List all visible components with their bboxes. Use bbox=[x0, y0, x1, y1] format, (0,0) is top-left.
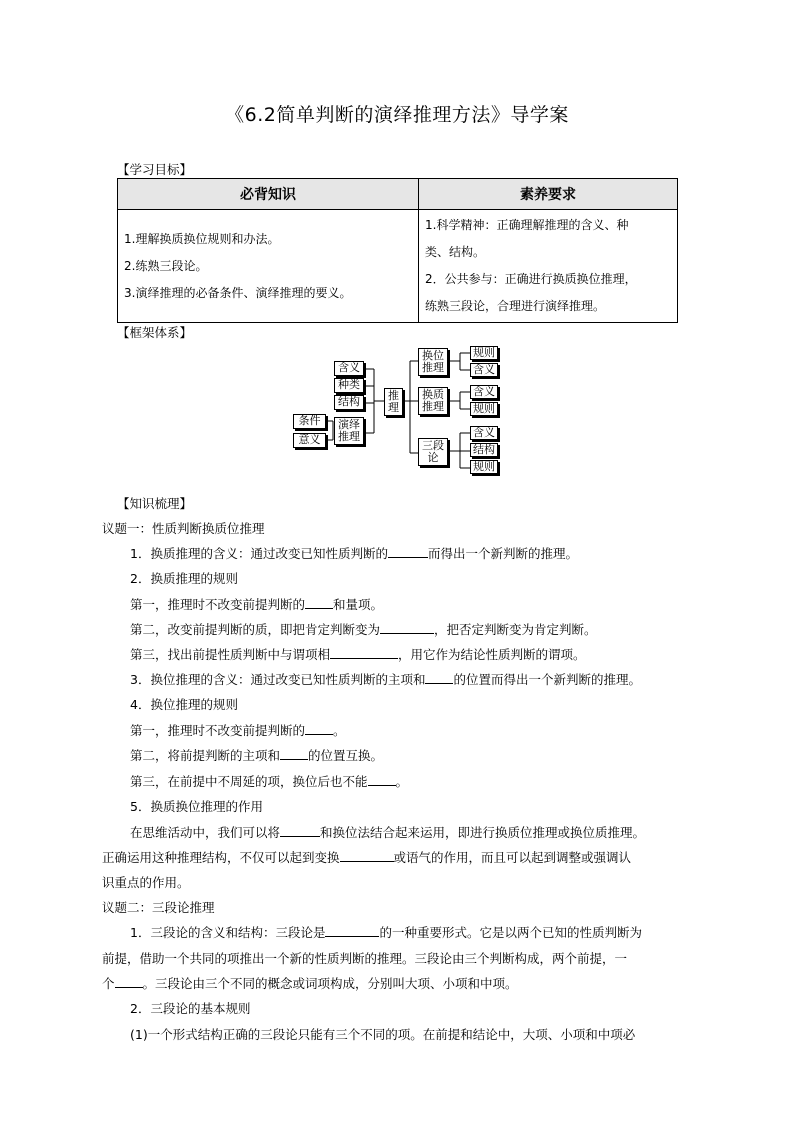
col1-header: 必背知识 bbox=[118, 179, 419, 210]
col2-line: 练熟三段论，合理进行演绎推理。 bbox=[425, 299, 606, 313]
box-obversion: 换质 推理 bbox=[418, 387, 448, 415]
box-deductive-reasoning: 演绎 推理 bbox=[334, 417, 364, 445]
framework-section-label: 【框架体系】 bbox=[117, 325, 193, 340]
fill-blank bbox=[330, 646, 398, 659]
box-conditions: 条件 bbox=[293, 414, 326, 429]
text-line: 2．换质推理的规则 bbox=[130, 571, 238, 586]
col2-header: 素养要求 bbox=[419, 179, 678, 210]
box-conv-rules: 规则 bbox=[470, 346, 498, 360]
text-line: 第三，找出前提性质判断中与谓项相 ，用它作为结论性质判断的谓项。 bbox=[130, 647, 586, 662]
box-reasoning: 推 理 bbox=[384, 388, 403, 416]
text-line: 在思维活动中，我们可以将 和换位法结合起来运用，即进行换质位推理或换位质推理。 bbox=[130, 825, 646, 840]
fill-blank bbox=[368, 773, 396, 786]
fill-blank bbox=[425, 671, 453, 684]
framework-diagram bbox=[290, 345, 510, 480]
text-line: 5．换质换位推理的作用 bbox=[130, 799, 263, 814]
text-line: 1．三段论的含义和结构：三段论是 的一种重要形式。它是以两个已知的性质判断为 bbox=[130, 925, 642, 940]
text-line: 第二，改变前提判断的质，即把肯定判断变为 ，把否定判断变为肯定判断。 bbox=[130, 622, 597, 637]
box-obv-meaning: 含义 bbox=[470, 385, 498, 399]
box-obv-rules: 规则 bbox=[470, 402, 498, 416]
text-line: 个 。三段论由三个不同的概念或词项构成，分别叫大项、小项和中项。 bbox=[102, 976, 518, 991]
box-syllogism: 三段 论 bbox=[418, 438, 448, 466]
box-syl-meaning: 含义 bbox=[470, 426, 498, 440]
text-line: 4．换位推理的规则 bbox=[130, 697, 238, 712]
col1-cell bbox=[118, 210, 419, 323]
col2-line: 类、结构。 bbox=[425, 245, 486, 259]
fill-blank bbox=[115, 975, 143, 988]
col2-line: 1.科学精神：正确理解推理的含义、种 bbox=[425, 218, 629, 232]
fill-blank bbox=[380, 621, 434, 634]
fill-blank bbox=[280, 824, 320, 837]
col2-cell bbox=[419, 210, 678, 323]
knowledge-section-label: 【知识梳理】 bbox=[117, 496, 193, 511]
text-line: 第一，推理时不改变前提判断的 。 bbox=[130, 723, 346, 738]
col1-item: 2.练熟三段论。 bbox=[124, 258, 208, 273]
text-line: 1．换质推理的含义：通过改变已知性质判断的 而得出一个新判断的推理。 bbox=[130, 546, 578, 561]
fill-blank bbox=[340, 849, 394, 862]
box-meaning: 含义 bbox=[334, 361, 364, 376]
fill-blank bbox=[280, 747, 308, 760]
box-conv-meaning: 含义 bbox=[470, 363, 498, 377]
box-significance: 意义 bbox=[293, 433, 326, 448]
box-structure: 结构 bbox=[334, 395, 364, 410]
text-line: 第一，推理时不改变前提判断的 和量项。 bbox=[130, 597, 384, 612]
topic2-heading: 议题二：三段论推理 bbox=[102, 900, 215, 915]
fill-blank bbox=[388, 545, 428, 558]
col2-line: 2．公共参与：正确进行换质换位推理， bbox=[425, 272, 637, 286]
topic1-heading: 议题一：性质判断换质位推理 bbox=[102, 521, 265, 536]
box-syl-structure: 结构 bbox=[470, 443, 498, 457]
text-line: 2．三段论的基本规则 bbox=[130, 1001, 251, 1016]
fill-blank bbox=[305, 596, 333, 609]
col1-item: 3.演绎推理的必备条件、演绎推理的要义。 bbox=[124, 285, 352, 300]
box-syl-rules: 规则 bbox=[470, 460, 498, 474]
fill-blank bbox=[305, 722, 333, 735]
text-line: 第二，将前提判断的主项和 的位置互换。 bbox=[130, 748, 384, 763]
text-line: 识重点的作用。 bbox=[102, 875, 190, 890]
fill-blank bbox=[325, 924, 379, 937]
text-line: 正确运用这种推理结构，不仅可以起到变换 或语气的作用，而且可以起到调整或强调认 bbox=[102, 850, 632, 865]
box-conversion: 换位 推理 bbox=[418, 348, 448, 376]
goals-table bbox=[117, 178, 678, 323]
col1-item: 1.理解换质换位规则和办法。 bbox=[124, 231, 280, 246]
page-title: 《6.2简单判断的演绎推理方法》导学案 bbox=[225, 104, 569, 126]
text-line: 第三，在前提中不周延的项，换位后也不能 。 bbox=[130, 774, 409, 789]
text-line: 3．换位推理的含义：通过改变已知性质判断的主项和 的位置而得出一个新判断的推理。 bbox=[130, 672, 641, 687]
text-line: 前提，借助一个共同的项推出一个新的性质判断的推理。三段论由三个判断构成，两个前提，一 bbox=[102, 951, 628, 966]
box-types: 种类 bbox=[334, 378, 364, 393]
text-line: (1)一个形式结构正确的三段论只能有三个不同的项。在前提和结论中，大项、小项和中项必 bbox=[130, 1027, 636, 1042]
goals-section-label: 【学习目标】 bbox=[117, 162, 193, 177]
